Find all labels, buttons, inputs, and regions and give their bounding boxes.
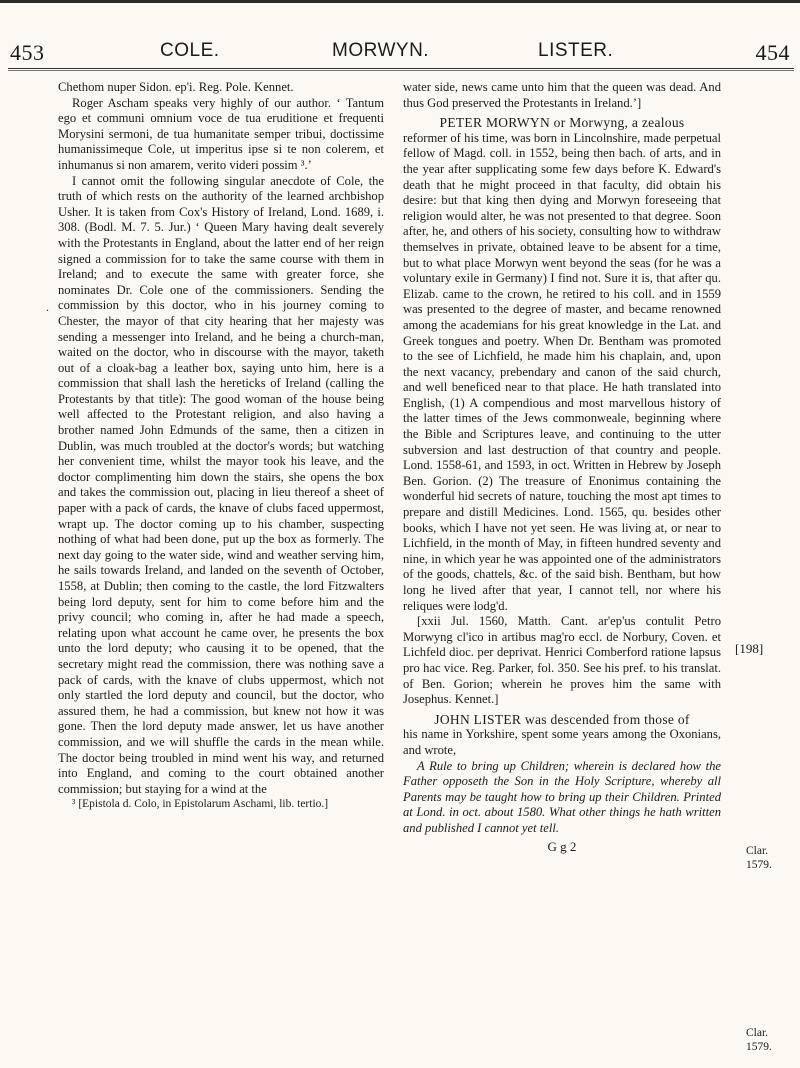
- morwyn-entry-body: reformer of his time, was born in Lincolnshire, made perpetual fellow of Magd. coll. in 1552, being then bach. of arts, and in the year after supplicating some few days before K. Edward's death that he might proceed in that faculty, did obtain his desire: but that king then dying and Morwyn foreseeing that religion would alter, he was not presented to that degree. Soon after, he, and others of his society, consulting how to withdraw themselves in private, obtained leave to be absent for a time, but to what place Morwyn went beyond the seas (for he was a voluntary exile in Germany) I find not. Sure it is, that after qu. Elizab. came to the crown, he retired to his coll. and in 1559 was presented to the degree of master, and became renowned among the academians for his great knowledge in the Lat. and Greek tongues and poetry. When Dr. Bentham was promoted to the see of Lichfield, he made him his chaplain, and, upon the next vacancy, prebendary and canon of the said church, and well beneficed near to that place. He hath translated into English, (1) A compendious and most marvellous history of the latter times of the Jews commonweale, beginning where the Bible and Scriptures leave, and continuing to the utter subversion and last destruction of that country and people. Lond. 1558-61, and 1593, in oct. Written in Hebrew by Joseph Ben. Gorion. (2) The treasure of Enonimus containing the wonderful hid secrets of nature, touching the most apt times to prepare and distill Medicines. Lond. 1565, qu. besides other books, which I have not yet seen. He was living at, or near to Lichfield, in the month of May, in fifteen hundred seventy and nine, in which year he was appointed one of the administrators of the goods, chattels, &c. of the said bish. Bentham, but how long he lived after that year, I cannot tell, nor where his reliques were lodg'd.: [403, 130, 721, 613]
- left-paragraph-3: I cannot omit the following singular anecdote of Cole, the truth of which rests on the authority of the learned archbishop Usher. It is taken from Cox's History of Ireland, Lond. 1689, i. 308. (Bodl. M. 7. 5. Jur.) ‘ Queen Mary having dealt severely with the Protestants in England, about the latter end of her reign signed a commission for to take the same course with them in Ireland; and to execute the same with greater force, she nominates Dr. Cole one of the commissioners. Sending the commission by this doctor, who in his journey coming to Chester, the mayor of that city hearing that her majesty was sending a messenger into Ireland, and he being a church-man, waited on the doctor, who in discourse with the mayor, taketh out of a cloak-bag a leather box, saying unto him, here is a commission that shall lash the hereticks of Ireland (calling the Protestants by that title): The good woman of the house being well affected to the Protestant religion, and also having a brother named John Edmunds of the same, then a citizen in Dublin, was much troubled at the doctor's words; but watching her convenient time, whilst the mayor took his leave, and the doctor complimenting him down the stairs, she opens the box and takes the commission out, placing in lieu thereof a sheet of paper with a pack of cards, the knave of clubs faced uppermost, wrapt up. The doctor coming up to his chamber, suspecting nothing of what had been done, put up the box as formerly. The next day going to the water side, wind and weather serving him, he sails towards Ireland, and landed on the seventh of October, 1558, at Dublin; then coming to the castle, the lord Fitzwalters being lord deputy, sent for him to come before him and the privy council; who coming in, after he had made a speech, relating upon what account he came over, he presents the box unto the lord deputy; who causing it to be opened, that the secretary might read the commission, there was nothing save a pack of cards, with the knave of clubs uppermost, which not only startled the lord deputy and council, but the doctor, who assured them, he had a commission, but knew not how it was gone. Then the lord deputy made answer, let us have another commission, and we will shuffle the cards in the mean while. The doctor being troubled in mind went his way, and returned into England, and coming to the court obtained another commission; but staying for a wind at the: [58, 173, 384, 796]
- signature-mark: G g 2: [547, 838, 577, 854]
- lister-entry-heading: JOHN LISTER was descended from those of: [434, 711, 690, 727]
- header-lister: LISTER.: [538, 40, 614, 61]
- margin-year-1: 1579.: [746, 859, 772, 871]
- header-rule: [8, 68, 794, 69]
- left-paragraph-1: Chethom nuper Sidon. ep'i. Reg. Pole. Kennet.: [58, 80, 294, 94]
- top-rule: [0, 0, 800, 3]
- margin-dot: .: [46, 300, 49, 314]
- page-number-right: 454: [755, 40, 790, 65]
- lister-work-title: A Rule to bring up Children; wherein is declared how the Father opposeth the Son in the Holy Scripture, whereby all Parents may be taught how to bring up their Children. Printed at Lond. in oct. about 1580. What other things he hath written and published I cannot yet tell.: [403, 758, 721, 835]
- running-header: [0, 40, 800, 68]
- morwyn-entry-heading: PETER MORWYN or Morwyng, a zealous: [439, 115, 685, 131]
- left-column: [58, 80, 384, 811]
- morwyn-editorial-note: [xxii Jul. 1560, Matth. Cant. ar'ep'us contulit Petro Morwyng cl'ico in artibus mag'ro eccl. de Norbury, Coven. et Lichfeld dioc. per deprivat. Henrici Comberford ratione lapsus pro hac vice. Reg. Parker, fol. 350. See his pref. to his translat. of Ben. Gorion; wherein he proves him the same with Josephus. Kennet.]: [403, 614, 721, 707]
- margin-page-ref: [198]: [735, 641, 764, 656]
- header-morwyn: MORWYN.: [332, 40, 430, 61]
- right-paragraph-1: water side, news came unto him that the queen was dead. And thus God preserved the Protestants in Ireland.’]: [403, 80, 721, 110]
- right-column: [403, 80, 721, 854]
- left-paragraph-2: Roger Ascham speaks very highly of our author. ‘ Tantum ego et communi omnium voce de tua eruditione et frequenti Morysini sermoni, de tua humanitate semper tribui, doctissime humanissimeque Cole, ut imperitus ipse si te non colerem, et inhumanus si non amarem, verito videri possim ³.’: [58, 95, 384, 172]
- page-number-left: 453: [10, 40, 45, 65]
- footnote: ³ [Epistola d. Colo, in Epistolarum Aschami, lib. tertio.]: [72, 798, 329, 811]
- header-cole: COLE.: [160, 40, 220, 61]
- header-rule-secondary: [8, 70, 794, 71]
- margin-clar-2: Clar.: [746, 1027, 769, 1039]
- margin-year-2: 1579.: [746, 1041, 772, 1053]
- margin-clar-1: Clar.: [746, 845, 769, 857]
- lister-entry-body: his name in Yorkshire, spent some years among the Oxonians, and wrote,: [403, 727, 721, 757]
